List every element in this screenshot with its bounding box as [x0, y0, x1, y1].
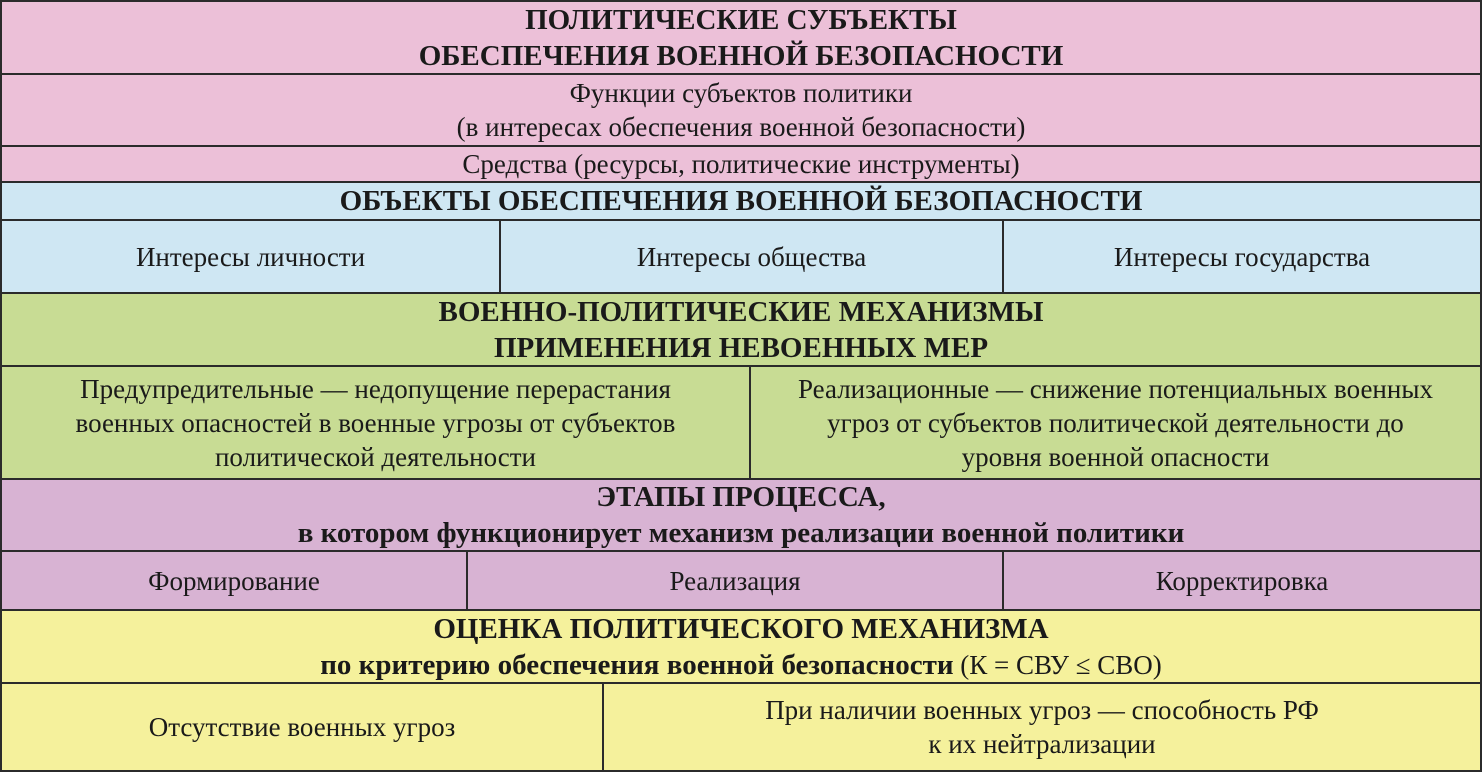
object-item-personal — [2, 221, 499, 292]
mechanisms-title — [2, 294, 1480, 367]
stages-title — [2, 480, 1480, 552]
object-item-society — [499, 221, 1002, 292]
object-item-label: Интересы государства — [1113, 241, 1371, 272]
implementing-line: угроз от субъектов политической деятельности до — [827, 407, 1404, 438]
objects-title-text: ОБЪЕКТЫ ОБЕСПЕЧЕНИЯ ВОЕННОЙ БЕЗОПАСНОСТИ — [339, 185, 1143, 217]
subjects-title-line2: ОБЕСПЕЧЕНИЯ ВОЕННОЙ БЕЗОПАСНОСТИ — [418, 39, 1064, 72]
stage-label: Корректировка — [1155, 565, 1329, 596]
objects-title — [2, 183, 1480, 221]
assessment-title-line2 — [320, 647, 1162, 683]
stage-correction — [1002, 552, 1480, 609]
assessment-no-threats — [2, 684, 602, 770]
functions-line2: (в интересах обеспечения военной безопасности) — [456, 112, 1026, 142]
assessment-items — [2, 684, 1480, 770]
no-threats-text: Отсутствие военных угроз — [148, 712, 456, 742]
preventive-line: политической деятельности — [214, 441, 536, 472]
stages-items — [2, 552, 1480, 611]
stage-formation — [2, 552, 466, 609]
subjects-means — [2, 147, 1480, 183]
mechanisms-items — [2, 367, 1480, 480]
stage-label: Формирование — [148, 565, 320, 596]
assessment-formula: (К = СВУ ≤ СВО) — [953, 649, 1162, 680]
objects-items — [2, 221, 1480, 294]
mechanism-preventive — [2, 367, 749, 478]
assessment-with-threats — [602, 684, 1480, 770]
subjects-functions — [2, 75, 1480, 147]
mechanism-implementing — [749, 367, 1480, 478]
stage-implementation — [466, 552, 1002, 609]
object-item-label: Интересы общества — [636, 241, 867, 272]
implementing-line: уровня военной опасности — [961, 441, 1270, 472]
stages-title-line1: ЭТАПЫ ПРОЦЕССА, — [596, 481, 886, 513]
assessment-title-line1: ОЦЕНКА ПОЛИТИЧЕСКОГО МЕХАНИЗМА — [433, 612, 1049, 645]
with-threats-line: При наличии военных угроз — способность РФ — [765, 695, 1319, 725]
subjects-title-line1: ПОЛИТИЧЕСКИЕ СУБЪЕКТЫ — [525, 3, 957, 36]
object-item-label: Интересы личности — [135, 241, 366, 272]
object-item-state — [1002, 221, 1480, 292]
mechanisms-title-line2: ПРИМЕНЕНИЯ НЕВОЕННЫХ МЕР — [493, 331, 989, 364]
assessment-criterion: по критерию обеспечения военной безопасности — [320, 648, 954, 681]
subjects-title — [2, 2, 1480, 75]
preventive-line: военных опасностей в военные угрозы от субъектов — [75, 407, 676, 438]
stage-label: Реализация — [669, 565, 801, 596]
functions-line1: Функции субъектов политики — [569, 78, 913, 108]
implementing-line: Реализационные — снижение потенциальных военных — [798, 373, 1433, 404]
with-threats-line: к их нейтрализации — [928, 729, 1156, 759]
assessment-title — [2, 611, 1480, 684]
preventive-line: Предупредительные — недопущение перерастания — [80, 373, 671, 404]
mechanisms-title-line1: ВОЕННО-ПОЛИТИЧЕСКИЕ МЕХАНИЗМЫ — [438, 295, 1044, 328]
means-text: Средства (ресурсы, политические инструменты) — [462, 149, 1020, 179]
stages-title-line2: в котором функционирует механизм реализации военной политики — [297, 517, 1185, 549]
